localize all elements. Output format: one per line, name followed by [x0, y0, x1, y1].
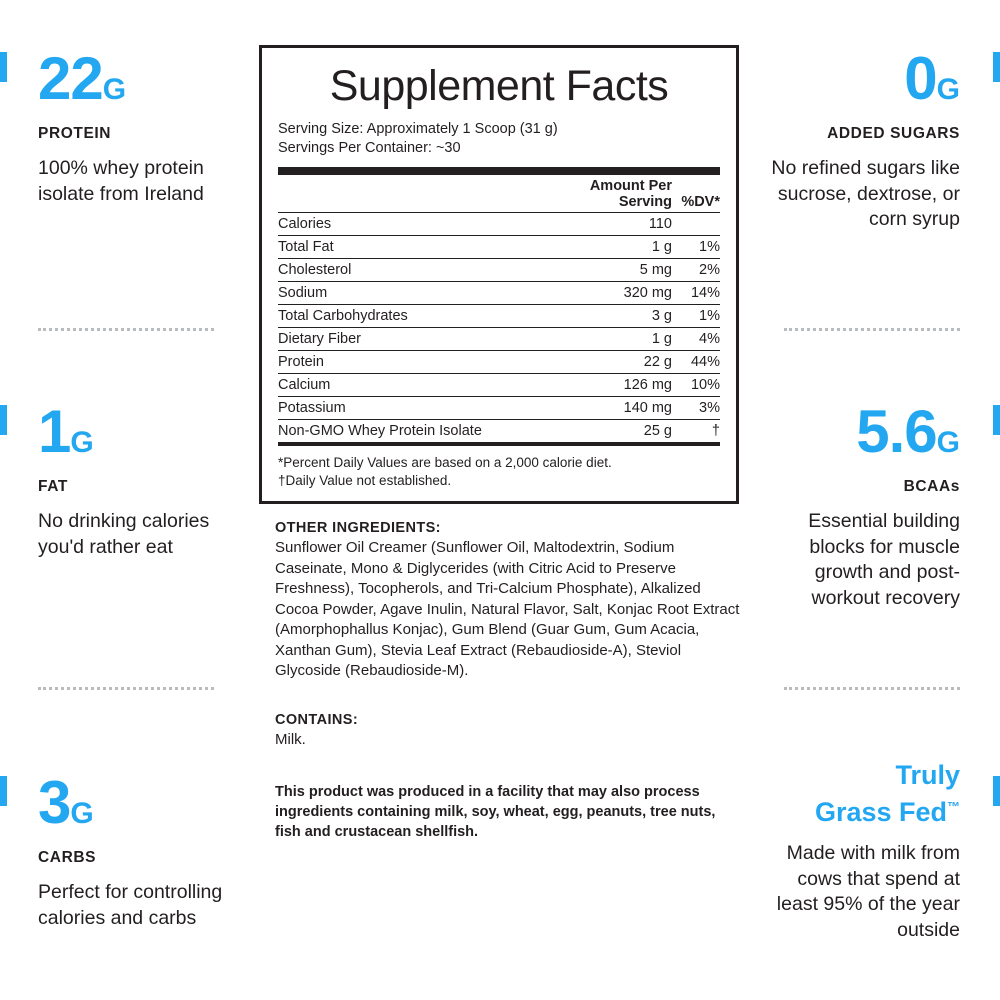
trademark-symbol: ™	[947, 799, 960, 814]
fact-truly-grass-fed-brand	[770, 760, 960, 828]
header-blank	[278, 175, 580, 212]
row-dv: 3%	[672, 397, 720, 420]
table-row	[278, 213, 720, 236]
fact-carbs-number: 3	[38, 769, 71, 836]
supplement-facts-rows	[278, 213, 720, 442]
fact-bcaas-desc: Essential building blocks for muscle growth and post-workout recovery	[808, 510, 960, 609]
table-row	[278, 328, 720, 351]
row-dv: 10%	[672, 374, 720, 397]
right-facts-column	[760, 0, 1000, 1000]
fact-added-sugars-number: 0	[904, 45, 937, 112]
fact-truly-grass-fed-desc: Made with milk from cows that spend at least 95% of the year outside	[776, 842, 960, 941]
fact-bcaas-value	[770, 398, 960, 472]
row-amount: 1 g	[580, 236, 672, 259]
fact-fat	[0, 398, 240, 560]
header-amount-per-serving: Amount Per Serving	[589, 178, 672, 210]
rule-bottom	[278, 442, 720, 446]
row-name: Total Fat	[278, 236, 580, 259]
center-panel	[259, 0, 741, 1000]
row-amount: 22 g	[580, 351, 672, 374]
row-name: Non-GMO Whey Protein Isolate	[278, 423, 482, 439]
fact-added-sugars-desc: No refined sugars like sucrose, dextrose, or corn syrup	[771, 157, 960, 230]
fact-carbs-unit: G	[70, 797, 94, 830]
table-row	[278, 305, 720, 328]
fact-fat-unit: G	[70, 426, 94, 459]
table-row	[278, 351, 720, 374]
left-facts-column	[0, 0, 240, 1000]
serving-size: Serving Size: Approximately 1 Scoop (31 g)	[278, 121, 558, 137]
row-name: Calcium	[278, 374, 580, 397]
supplement-facts-title: Supplement Facts	[329, 62, 669, 110]
row-dv: 2%	[672, 259, 720, 282]
fact-protein-desc: 100% whey protein isolate from Ireland	[38, 157, 204, 205]
row-dv	[672, 213, 720, 236]
row-amount: 140 mg	[580, 397, 672, 420]
supplement-facts-panel	[259, 45, 739, 504]
footnote-daily-values: *Percent Daily Values are based on a 2,000 calorie diet.	[278, 455, 612, 470]
other-ingredients-body: Sunflower Oil Creamer (Sunflower Oil, Maltodextrin, Sodium Caseinate, Mono & Diglycerides (with Citric Acid to Preserve Freshness), Tocopherols, and Tri-Calcium Phosphate), Alkalized Cocoa Powder, Agave Inulin, Natural Flavor, Salt, Konjac Root Extract (Amorphophallus Konjac), Gum Blend (Guar Gum, Gum Acacia, Xanthan Gum), Stevia Leaf Extract (Rebaudioside-A), Steviol Glycoside (Rebaudioside-M).	[275, 539, 740, 679]
footnote-dv-not-established: †Daily Value not established.	[278, 472, 452, 488]
servings-per-container: Servings Per Container: ~30	[278, 140, 461, 156]
fact-bcaas-number: 5.6	[856, 398, 937, 465]
table-row	[278, 259, 720, 282]
divider-right-1	[784, 328, 960, 331]
row-amount: 1 g	[580, 328, 672, 351]
row-amount: 25 g	[643, 423, 672, 439]
row-dv: †	[711, 423, 720, 439]
fact-added-sugars-unit: G	[936, 73, 960, 106]
row-amount: 110	[580, 213, 672, 236]
row-dv: 1%	[672, 305, 720, 328]
row-name: Potassium	[278, 397, 580, 420]
row-name: Protein	[278, 351, 580, 374]
rule-thick-top	[278, 167, 720, 175]
brand-line-1: Truly	[895, 760, 960, 790]
contains-body: Milk.	[275, 731, 306, 748]
fact-protein-label: PROTEIN	[38, 125, 112, 142]
table-row	[278, 374, 720, 397]
fact-fat-label: FAT	[38, 478, 68, 495]
facility-note-section	[275, 782, 745, 842]
row-dv: 14%	[672, 282, 720, 305]
fact-added-sugars-value	[770, 45, 960, 119]
table-header-row	[278, 175, 720, 212]
fact-fat-desc: No drinking calories you'd rather eat	[38, 510, 210, 558]
fact-bcaas-label: BCAAs	[903, 478, 960, 495]
fact-bcaas-unit: G	[936, 426, 960, 459]
header-daily-value: %DV*	[681, 194, 720, 210]
row-amount: 5 mg	[580, 259, 672, 282]
facility-note: This product was produced in a facility that may also process ingredients containing milk, soy, wheat, egg, peanuts, tree nuts, fish and crustacean shellfish.	[275, 784, 716, 840]
fact-added-sugars	[760, 45, 1000, 233]
table-row	[278, 236, 720, 259]
row-dv: 4%	[672, 328, 720, 351]
fact-truly-grass-fed	[760, 760, 1000, 943]
table-row	[278, 420, 720, 443]
divider-left-1	[38, 328, 214, 331]
row-name: Total Carbohydrates	[278, 305, 580, 328]
fact-added-sugars-label: ADDED SUGARS	[827, 125, 960, 142]
contains-section	[275, 712, 745, 751]
divider-right-2	[784, 687, 960, 690]
fact-carbs-desc: Perfect for controlling calories and carbs	[38, 881, 223, 929]
divider-left-2	[38, 687, 214, 690]
table-row	[278, 282, 720, 305]
row-name: Calories	[278, 213, 580, 236]
other-ingredients-section	[275, 520, 745, 682]
fact-protein	[0, 45, 240, 207]
fact-protein-unit: G	[102, 73, 127, 106]
row-dv: 1%	[672, 236, 720, 259]
fact-bcaas	[760, 398, 1000, 611]
row-name: Cholesterol	[278, 259, 580, 282]
row-dv: 44%	[672, 351, 720, 374]
brand-line-2: Grass Fed	[814, 797, 947, 827]
fact-carbs	[0, 769, 240, 931]
row-name: Dietary Fiber	[278, 328, 580, 351]
fact-carbs-label: CARBS	[38, 849, 97, 866]
row-amount: 126 mg	[580, 374, 672, 397]
row-amount: 320 mg	[580, 282, 672, 305]
contains-heading: CONTAINS:	[275, 712, 359, 728]
fact-carbs-value	[38, 769, 230, 843]
fact-protein-value	[38, 45, 230, 119]
other-ingredients-heading: OTHER INGREDIENTS:	[275, 520, 441, 536]
row-amount: 3 g	[580, 305, 672, 328]
fact-fat-value	[38, 398, 230, 472]
fact-protein-number: 22	[38, 45, 103, 112]
row-name: Sodium	[278, 282, 580, 305]
table-row	[278, 397, 720, 420]
fact-fat-number: 1	[38, 398, 71, 465]
supplement-facts-table	[278, 175, 720, 212]
